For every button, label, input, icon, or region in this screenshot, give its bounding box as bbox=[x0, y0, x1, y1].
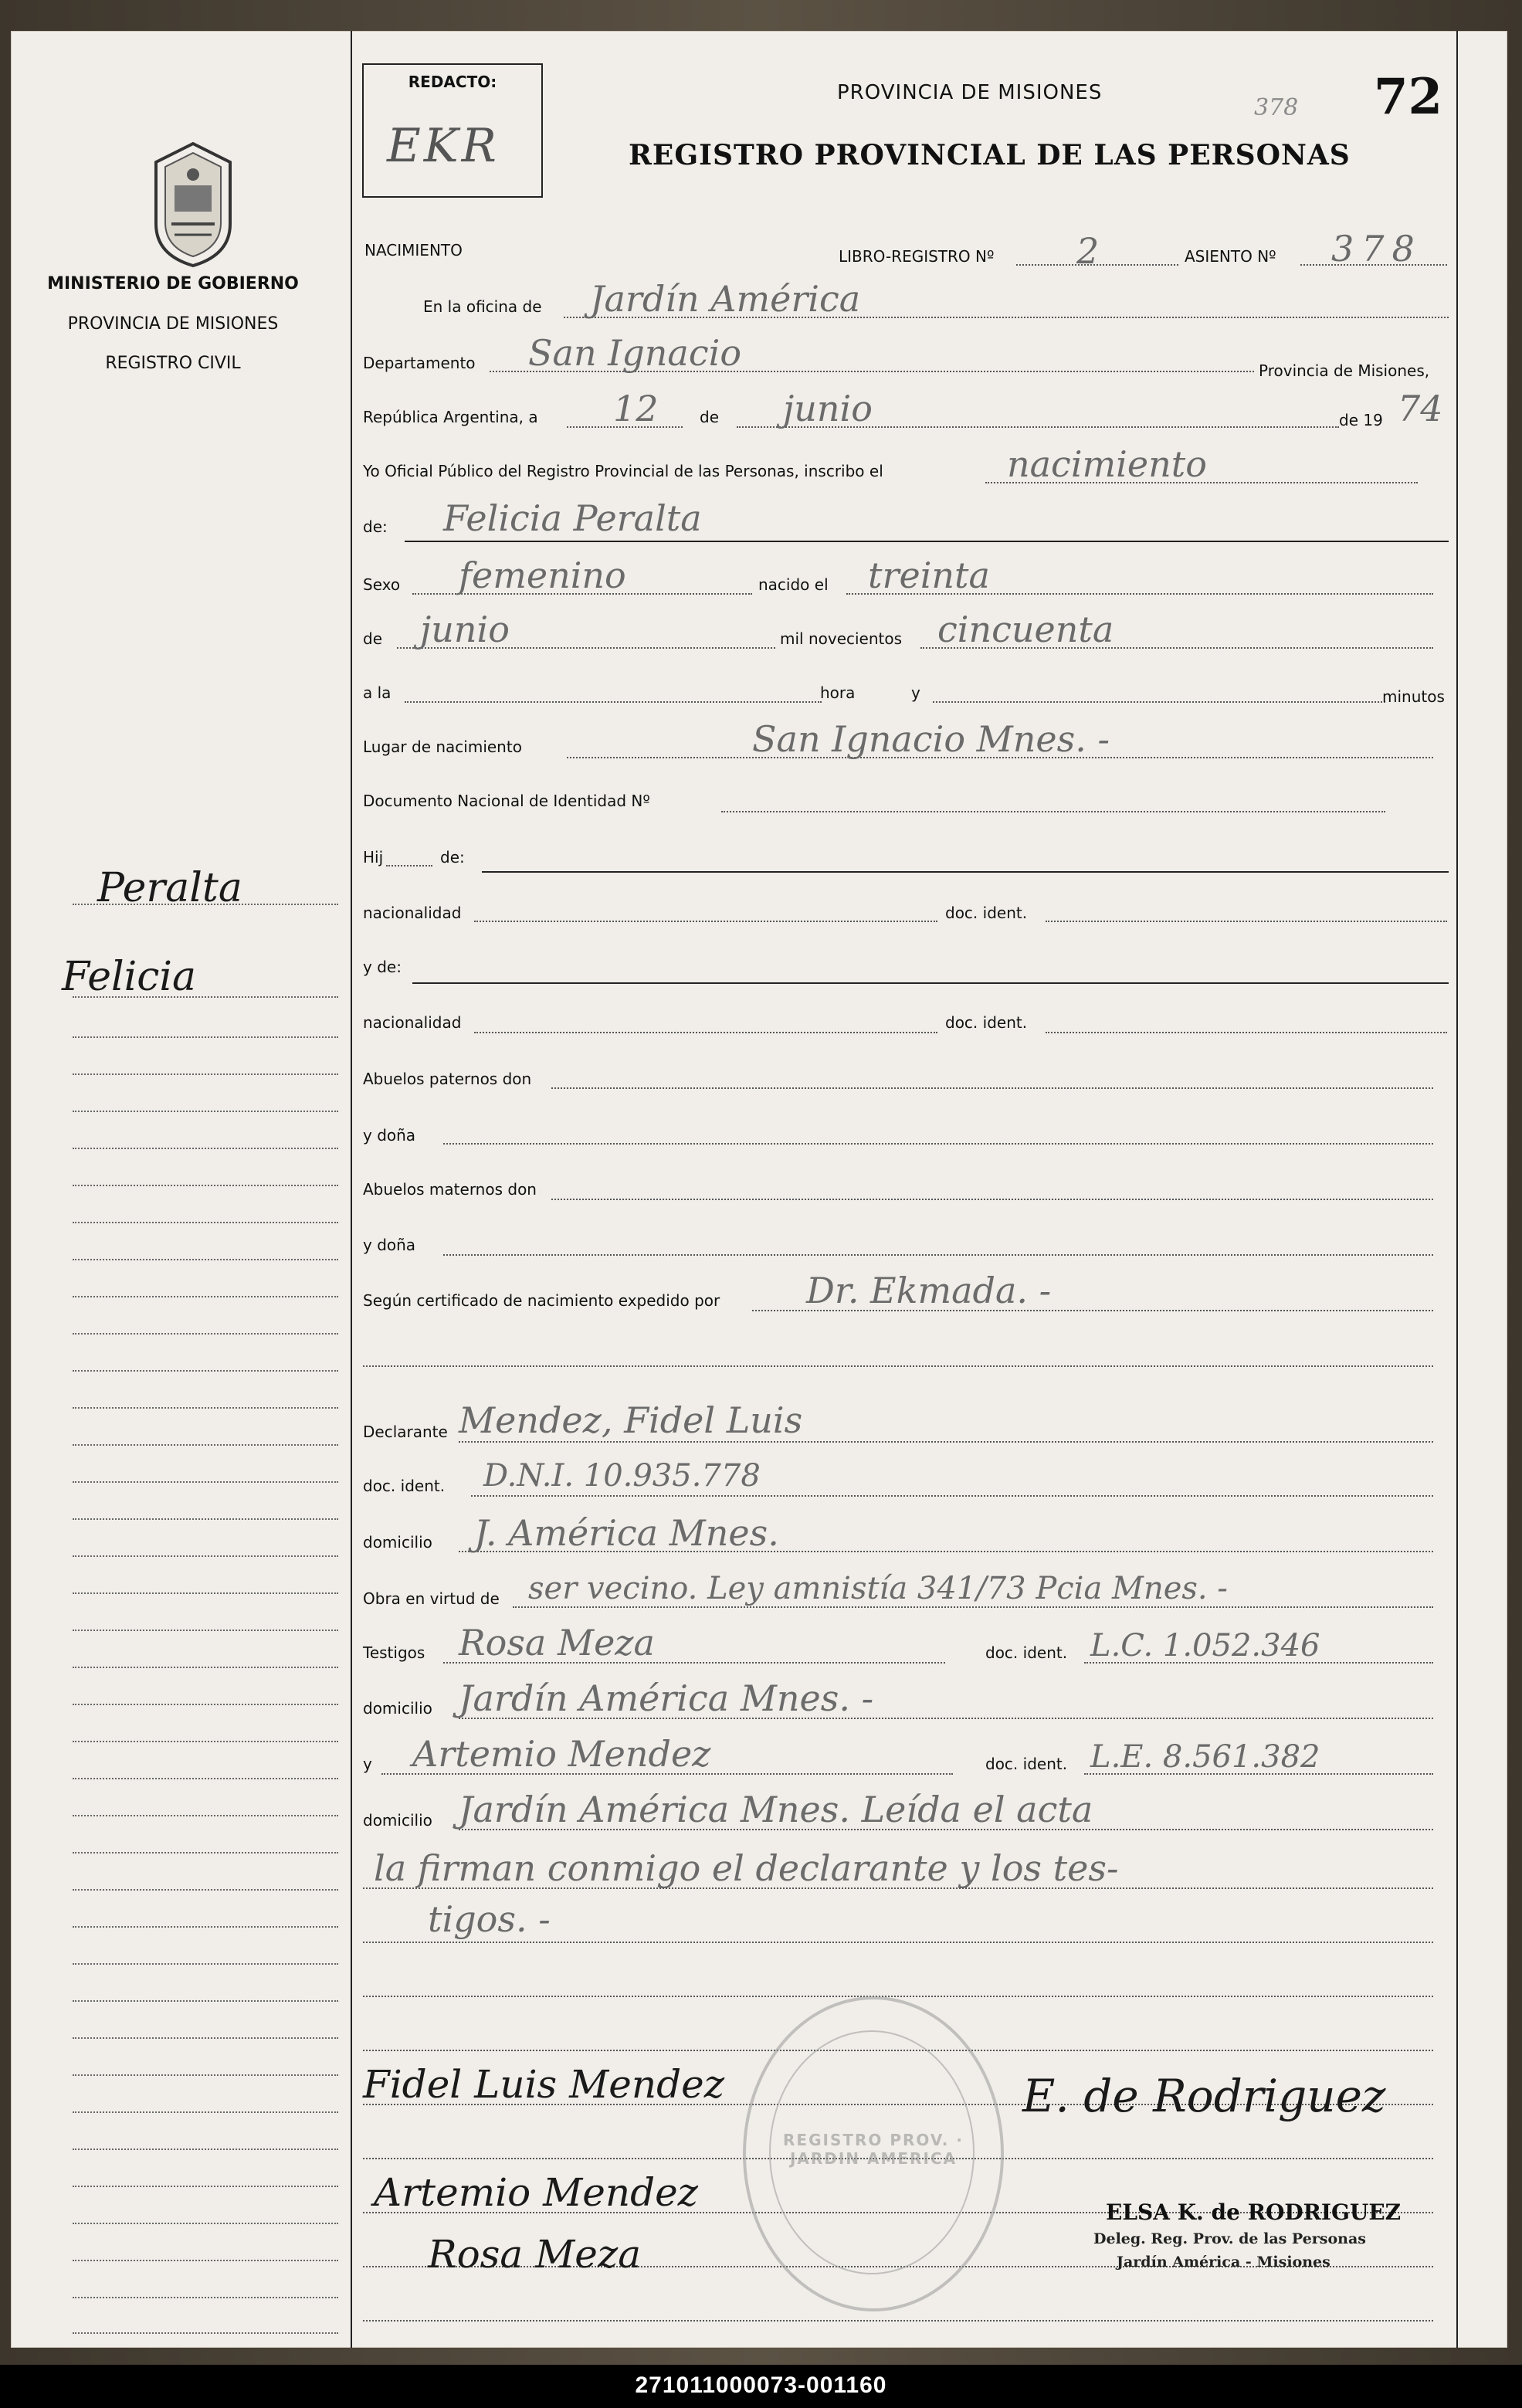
sexo-value: femenino bbox=[459, 555, 626, 596]
day-value: 12 bbox=[613, 388, 659, 429]
domicilio-t1-label: domicilio bbox=[363, 1699, 432, 1718]
nacionalidad2-line bbox=[474, 1032, 937, 1033]
minutos-label: minutos bbox=[1382, 687, 1445, 706]
doc-ident-decl-label: doc. ident. bbox=[363, 1477, 446, 1495]
margin-rule bbox=[73, 1185, 338, 1186]
testigo1-doc-label: doc. ident. bbox=[985, 1643, 1068, 1662]
cierre-rule-2 bbox=[363, 1942, 1433, 1943]
official-stamp bbox=[743, 1996, 1004, 2311]
margin-rule bbox=[73, 2260, 338, 2261]
testigo1-dom-value: Jardín América Mnes. - bbox=[459, 1677, 874, 1719]
libro-label: LIBRO-REGISTRO Nº bbox=[839, 247, 995, 266]
testigos-label: Testigos bbox=[363, 1643, 425, 1662]
document-page bbox=[11, 31, 1507, 2348]
testigo2-dom-value: Jardín América Mnes. Leída el acta bbox=[459, 1789, 1093, 1830]
yde-label: y de: bbox=[363, 958, 402, 976]
margin-rule bbox=[73, 1481, 338, 1483]
margin-rule bbox=[73, 1815, 338, 1816]
margin-rule bbox=[73, 2000, 338, 2002]
page-number: 72 bbox=[1374, 68, 1443, 126]
oficina-value: Jardín América bbox=[590, 278, 861, 320]
ministry-heading: MINISTERIO DE GOBIERNO bbox=[47, 274, 299, 293]
nacionalidad-line bbox=[474, 921, 937, 922]
margin-rule bbox=[73, 2297, 338, 2298]
margin-rule bbox=[73, 1111, 338, 1112]
margin-rule bbox=[73, 1963, 338, 1965]
republica-label: República Argentina, a bbox=[363, 408, 538, 426]
margin-rule bbox=[73, 1518, 338, 1520]
lugar-value: San Ignacio Mnes. - bbox=[752, 718, 1110, 760]
official-signature: E. de Rodriguez bbox=[1022, 2070, 1386, 2122]
margin-rule bbox=[73, 1370, 338, 1372]
doc-ident2-line bbox=[1046, 1032, 1447, 1033]
parent2-line bbox=[412, 982, 1449, 984]
margin-rule bbox=[73, 1667, 338, 1668]
blank-rule bbox=[363, 1996, 1433, 1997]
hij-de-label: de: bbox=[440, 848, 465, 867]
margin-rule bbox=[73, 1407, 338, 1409]
margin-rule bbox=[73, 1296, 338, 1297]
margin-rule bbox=[73, 2037, 338, 2039]
stamp-text: REGISTRO PROV. · JARDIN AMERICA bbox=[783, 2131, 964, 2168]
testigo2-signature: Artemio Mendez bbox=[374, 2170, 699, 2215]
dni-line bbox=[721, 811, 1385, 812]
margin-rule bbox=[73, 2149, 338, 2150]
inscribo-value: nacimiento bbox=[1007, 443, 1207, 485]
nacimiento-label: NACIMIENTO bbox=[364, 241, 463, 259]
margin-rule bbox=[73, 1592, 338, 1594]
doc-ident-line bbox=[1046, 921, 1447, 922]
certificado-line2 bbox=[363, 1365, 1433, 1367]
domicilio-t2-label: domicilio bbox=[363, 1811, 432, 1830]
de-label: de bbox=[700, 408, 719, 426]
declarante-value: Mendez, Fidel Luis bbox=[459, 1399, 803, 1441]
asiento-value: 378 bbox=[1331, 228, 1422, 270]
month-value: junio bbox=[783, 388, 873, 429]
birth-month-value: junio bbox=[420, 609, 510, 650]
official-place: Jardín América - Misiones bbox=[1117, 2254, 1330, 2271]
cierre-line-2: tigos. - bbox=[428, 1898, 551, 1940]
certificado-value: Dr. Ekmada. - bbox=[806, 1270, 1052, 1311]
footer-bar bbox=[0, 2365, 1522, 2408]
hora-line bbox=[405, 701, 822, 703]
declarante-signature: Fidel Luis Mendez bbox=[363, 2062, 725, 2107]
testigo2-value: Artemio Mendez bbox=[412, 1733, 711, 1775]
nacionalidad-label: nacionalidad bbox=[363, 904, 462, 922]
abuelos-maternos-label: Abuelos maternos don bbox=[363, 1180, 537, 1199]
margin-rule bbox=[73, 1555, 338, 1557]
margin-rule bbox=[73, 2074, 338, 2076]
minutos-line bbox=[933, 701, 1385, 703]
old-page-number: 378 bbox=[1254, 94, 1299, 121]
redacto-initials: EKR bbox=[387, 119, 500, 173]
hij-line bbox=[386, 865, 432, 867]
testigo1-value: Rosa Meza bbox=[459, 1622, 655, 1664]
y2-label: y bbox=[363, 1755, 372, 1773]
margin-rule bbox=[73, 2186, 338, 2187]
ydona2-label: y doña bbox=[363, 1236, 416, 1254]
abuelos-maternos-line bbox=[551, 1199, 1433, 1200]
margin-rule bbox=[73, 1741, 338, 1742]
cierre-rule-1 bbox=[363, 1887, 1433, 1889]
province-heading: PROVINCIA DE MISIONES bbox=[67, 314, 279, 334]
margin-rule bbox=[73, 1333, 338, 1335]
name-line bbox=[405, 541, 1449, 542]
coat-of-arms-icon bbox=[144, 139, 242, 270]
margin-given-name: Felicia bbox=[62, 954, 197, 1000]
margin-rule bbox=[73, 2332, 338, 2334]
testigo2-doc-label: doc. ident. bbox=[985, 1755, 1068, 1773]
year-value: 74 bbox=[1398, 388, 1443, 429]
dni-label: Documento Nacional de Identidad Nº bbox=[363, 792, 650, 810]
registry-title: REGISTRO PROVINCIAL DE LAS PERSONAS bbox=[629, 139, 1351, 171]
margin-rule bbox=[73, 1704, 338, 1705]
column-divider bbox=[351, 31, 352, 2348]
mil-label: mil novecientos bbox=[780, 629, 903, 648]
hij-label: Hij bbox=[363, 848, 384, 867]
margin-rule bbox=[73, 1926, 338, 1928]
right-border bbox=[1456, 31, 1458, 2348]
obra-line bbox=[513, 1606, 1433, 1608]
certificado-label: Según certificado de nacimiento expedido por bbox=[363, 1291, 720, 1310]
nacido-value: treinta bbox=[868, 555, 990, 596]
doc-ident-label: doc. ident. bbox=[945, 904, 1028, 922]
asiento-label: ASIENTO Nº bbox=[1185, 247, 1276, 266]
year-label: de 19 bbox=[1339, 411, 1383, 429]
cierre-line-1: la firman conmigo el declarante y los tes- bbox=[374, 1847, 1119, 1889]
margin-rule bbox=[73, 1073, 338, 1075]
province-title: PROVINCIA DE MISIONES bbox=[837, 81, 1103, 104]
sexo-label: Sexo bbox=[363, 575, 401, 594]
abuelos-paternos-label: Abuelos paternos don bbox=[363, 1070, 532, 1088]
lugar-label: Lugar de nacimiento bbox=[363, 738, 522, 756]
libro-value: 2 bbox=[1076, 230, 1100, 272]
abuelos-paternos-line bbox=[551, 1087, 1433, 1089]
y-label: y bbox=[911, 683, 920, 702]
testigo1-signature: Rosa Meza bbox=[428, 2232, 642, 2277]
redacto-box bbox=[362, 63, 543, 198]
obra-value: ser vecino. Ley amnistía 341/73 Pcia Mnes. - bbox=[528, 1571, 1228, 1606]
margin-rule bbox=[73, 1259, 338, 1260]
ydona-label: y doña bbox=[363, 1126, 416, 1145]
official-title: Deleg. Reg. Prov. de las Personas bbox=[1093, 2230, 1367, 2247]
official-name: ELSA K. de RODRIGUEZ bbox=[1106, 2199, 1402, 2225]
obra-label: Obra en virtud de bbox=[363, 1589, 500, 1608]
margin-rule bbox=[73, 2223, 338, 2224]
margin-rule bbox=[73, 1036, 338, 1038]
declarante-label: Declarante bbox=[363, 1423, 448, 1441]
de-name-label: de: bbox=[363, 517, 388, 536]
declarante-line bbox=[459, 1441, 1433, 1443]
ydona2-line bbox=[443, 1254, 1433, 1256]
margin-rule bbox=[73, 904, 338, 905]
testigo2-doc-value: L.E. 8.561.382 bbox=[1090, 1739, 1320, 1775]
mil-value: cincuenta bbox=[937, 609, 1114, 650]
domicilio-label: domicilio bbox=[363, 1533, 432, 1552]
departamento-value: San Ignacio bbox=[528, 332, 742, 374]
margin-rule bbox=[73, 1852, 338, 1853]
doc-ident-decl-value: D.N.I. 10.935.778 bbox=[483, 1458, 761, 1494]
parent1-line bbox=[482, 871, 1449, 873]
registry-heading: REGISTRO CIVIL bbox=[105, 354, 241, 373]
ala-label: a la bbox=[363, 683, 392, 702]
margin-rule bbox=[73, 1222, 338, 1223]
margin-rule bbox=[73, 996, 338, 998]
redacto-label: REDACTO: bbox=[408, 73, 497, 91]
blank-rule bbox=[363, 2320, 1433, 2322]
nombre-value: Felicia Peralta bbox=[443, 497, 702, 539]
margin-rule bbox=[73, 1889, 338, 1891]
nacionalidad2-label: nacionalidad bbox=[363, 1013, 462, 1032]
departamento-label: Departamento bbox=[363, 354, 476, 372]
provincia-suffix: Provincia de Misiones, bbox=[1259, 361, 1430, 380]
nacido-label: nacido el bbox=[758, 575, 829, 594]
de-birth-label: de bbox=[363, 629, 382, 648]
hora-label: hora bbox=[820, 683, 856, 702]
margin-rule bbox=[73, 1778, 338, 1779]
ydona-line bbox=[443, 1143, 1433, 1145]
testigo1-doc-value: L.C. 1.052.346 bbox=[1090, 1628, 1320, 1664]
oficial-text: Yo Oficial Público del Registro Provincial de las Personas, inscribo el bbox=[363, 462, 883, 480]
margin-rule bbox=[73, 2111, 338, 2113]
domicilio-decl-value: J. América Mnes. bbox=[474, 1512, 779, 1554]
footer-id: 271011000073-001160 bbox=[635, 2372, 887, 2398]
doc-ident2-label: doc. ident. bbox=[945, 1013, 1028, 1032]
margin-rule bbox=[73, 1444, 338, 1446]
margin-rule bbox=[73, 1148, 338, 1149]
margin-surname: Peralta bbox=[97, 865, 242, 911]
doc-ident-decl-line bbox=[471, 1495, 1433, 1497]
oficina-label: En la oficina de bbox=[423, 297, 542, 316]
margin-rule bbox=[73, 1630, 338, 1631]
